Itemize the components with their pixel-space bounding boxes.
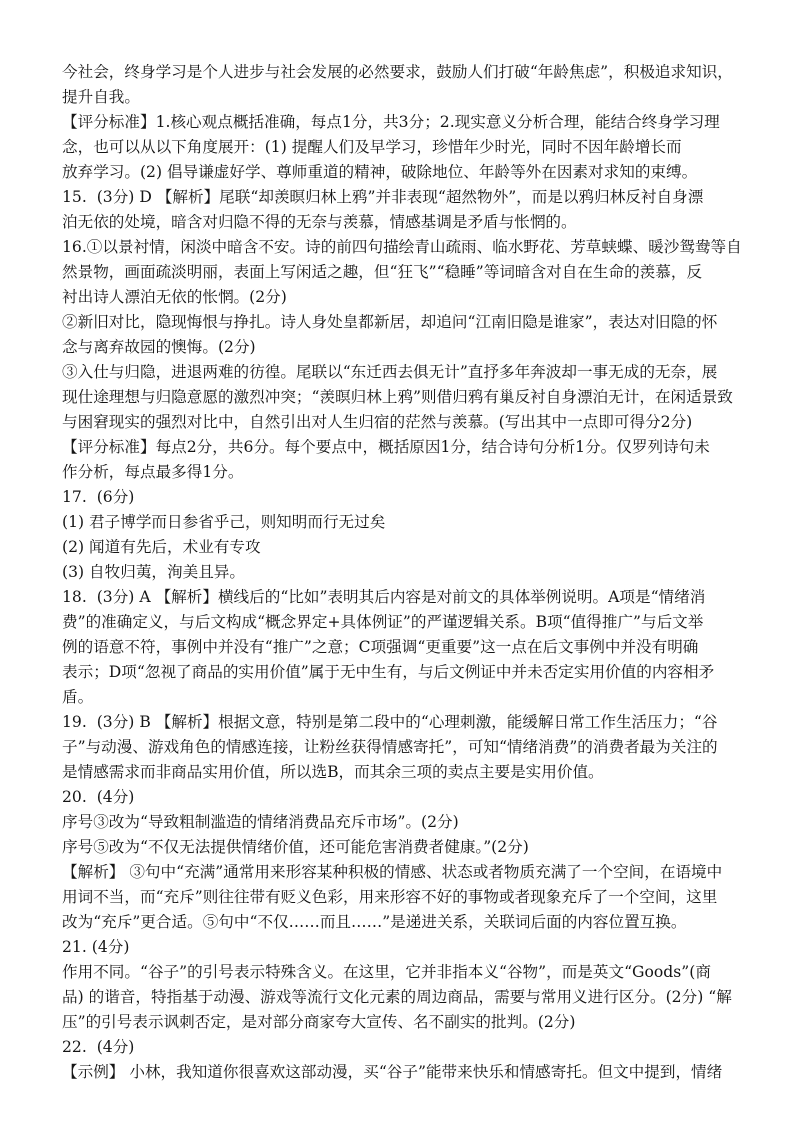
text-line: 今社会，终身学习是个人进步与社会发展的必然要求，鼓励人们打破“年龄焦虑”，积极追求知识， xyxy=(62,63,733,81)
text-line: 22. (4分) xyxy=(62,1038,135,1056)
text-line: 19. (3分) B 【解析】根据文意，特别是第二段中的“心理刺激，能缓解日常工作生活压力；“谷 xyxy=(62,713,718,731)
text-line: 【解析】 ③句中“充满”通常用来形容某种积极的情感、状态或者物质充满了一个空间，在语境中 xyxy=(62,863,723,881)
text-line: 与困窘现实的强烈对比中，自然引出对人生归宿的茫然与羡慕。(写出其中一点即可得分2分) xyxy=(62,413,693,431)
text-line: 序号③改为“导致粗制滥造的情绪消费品充斥市场”。(2分) xyxy=(62,813,459,831)
text-line: 用词不当，而“充斥”则往往带有贬义色彩，用来形容不好的事物或者现象充斥了一个空间，这里 xyxy=(62,888,718,906)
answer-key-page xyxy=(62,60,748,1085)
text-line: 是情感需求而非商品实用价值，所以选B，而其余三项的卖点主要是实用价值。 xyxy=(62,763,604,781)
text-line: 子”与动漫、游戏角色的情感连接，让粉丝获得情感寄托”，可知“情绪消费”的消费者最为关注的 xyxy=(62,738,718,756)
text-line: 【评分标准】每点2分，共6分。每个要点中，概括原因1分，结合诗句分析1分。仅罗列诗句未 xyxy=(62,438,710,456)
text-line: 放弃学习。(2) 倡导谦虚好学、尊师重道的精神，破除地位、年龄等外在因素对求知的束缚。 xyxy=(62,163,698,181)
text-line: 泊无依的处境，暗含对归隐不得的无奈与羡慕，情感基调是矛盾与怅惘的。 xyxy=(62,213,577,231)
text-line: 17. (6分) xyxy=(62,488,135,506)
text-line: 例的语意不符，事例中并没有“推广”之意；C项强调“更重要”这一点在后文事例中并没有明确 xyxy=(62,638,699,656)
text-line: 念与离弃故园的懊悔。(2分) xyxy=(62,338,256,356)
text-line: 压”的引号表示讽刺否定，是对部分商家夸大宣传、名不副实的批判。(2分) xyxy=(62,1013,576,1031)
text-line: 16.①以景衬情，闲淡中暗含不安。诗的前四句描绘青山疏雨、临水野花、芳草蛱蝶、暖沙鸳鸯等自 xyxy=(62,238,742,256)
text-line: 作用不同。“谷子”的引号表示特殊含义。在这里，它并非指本义“谷物”，而是英文“Goods”(商 xyxy=(62,963,711,981)
text-line: 18. (3分) A 【解析】横线后的“比如”表明其后内容是对前文的具体举例说明。A项是“情绪消 xyxy=(62,588,706,606)
text-line: 费”的准确定义，与后文构成“概念界定+具体例证”的严谨逻辑关系。B项“值得推广”与后文举 xyxy=(62,613,704,631)
text-line: (2) 闻道有先后，术业有专攻 xyxy=(62,538,261,556)
text-line: (3) 自牧归荑，洵美且异。 xyxy=(62,563,245,581)
text-line: 衬出诗人漂泊无依的怅惘。(2分) xyxy=(62,288,287,306)
text-line: 20. (4分) xyxy=(62,788,135,806)
text-line: 作分析，每点最多得1分。 xyxy=(62,463,244,481)
text-line: ③入仕与归隐，进退两难的彷徨。尾联以“东迁西去俱无计”直抒多年奔波却一事无成的无奈，展 xyxy=(62,363,718,381)
text-line: 现仕途理想与归隐意愿的激烈冲突；“羡暝归林上鸦”则借归鸦有巢反衬自身漂泊无计，在闲适景致 xyxy=(62,388,733,406)
text-line: 改为“充斥”更合适。⑤句中“不仅……而且……”是递进关系，关联词后面的内容位置互换。 xyxy=(62,913,687,931)
text-line: 品) 的谐音，特指基于动漫、游戏等流行文化元素的周边商品，需要与常用义进行区分。(2分) “解 xyxy=(62,988,732,1006)
text-line: 提升自我。 xyxy=(62,88,140,106)
text-line: 15. (3分) D 【解析】尾联“却羡暝归林上鸦”并非表现“超然物外”，而是以鸦归林反衬自身漂 xyxy=(62,188,704,206)
text-line: 21. (4分) xyxy=(62,938,130,956)
text-line: ②新旧对比，隐现悔恨与挣扎。诗人身处皇都新居，却追问“江南旧隐是谁家”，表达对旧隐的怀 xyxy=(62,313,718,331)
text-line: 念，也可以从以下角度展开：(1) 提醒人们及早学习，珍惜年少时光，同时不因年龄增长而 xyxy=(62,138,682,156)
text-line: 【评分标准】1.核心观点概括准确，每点1分，共3分；2.现实意义分析合理，能结合终身学习理 xyxy=(62,113,720,131)
text-line: 盾。 xyxy=(62,688,94,706)
text-line: 然景物，画面疏淡明丽，表面上写闲适之趣，但“狂飞”“稳睡”等词暗含对自在生命的羡慕，反 xyxy=(62,263,703,281)
text-line: 表示；D项“忽视了商品的实用价值”属于无中生有，与后文例证中并未否定实用价值的内容相矛 xyxy=(62,663,715,681)
text-line: 序号⑤改为“不仅无法提供情绪价值，还可能危害消费者健康。”(2分) xyxy=(62,838,529,856)
text-line: 【示例】 小林，我知道你很喜欢这部动漫，买“谷子”能带来快乐和情感寄托。但文中提到，情绪 xyxy=(62,1063,723,1081)
text-line: (1) 君子博学而日参省乎己，则知明而行无过矣 xyxy=(62,513,386,531)
